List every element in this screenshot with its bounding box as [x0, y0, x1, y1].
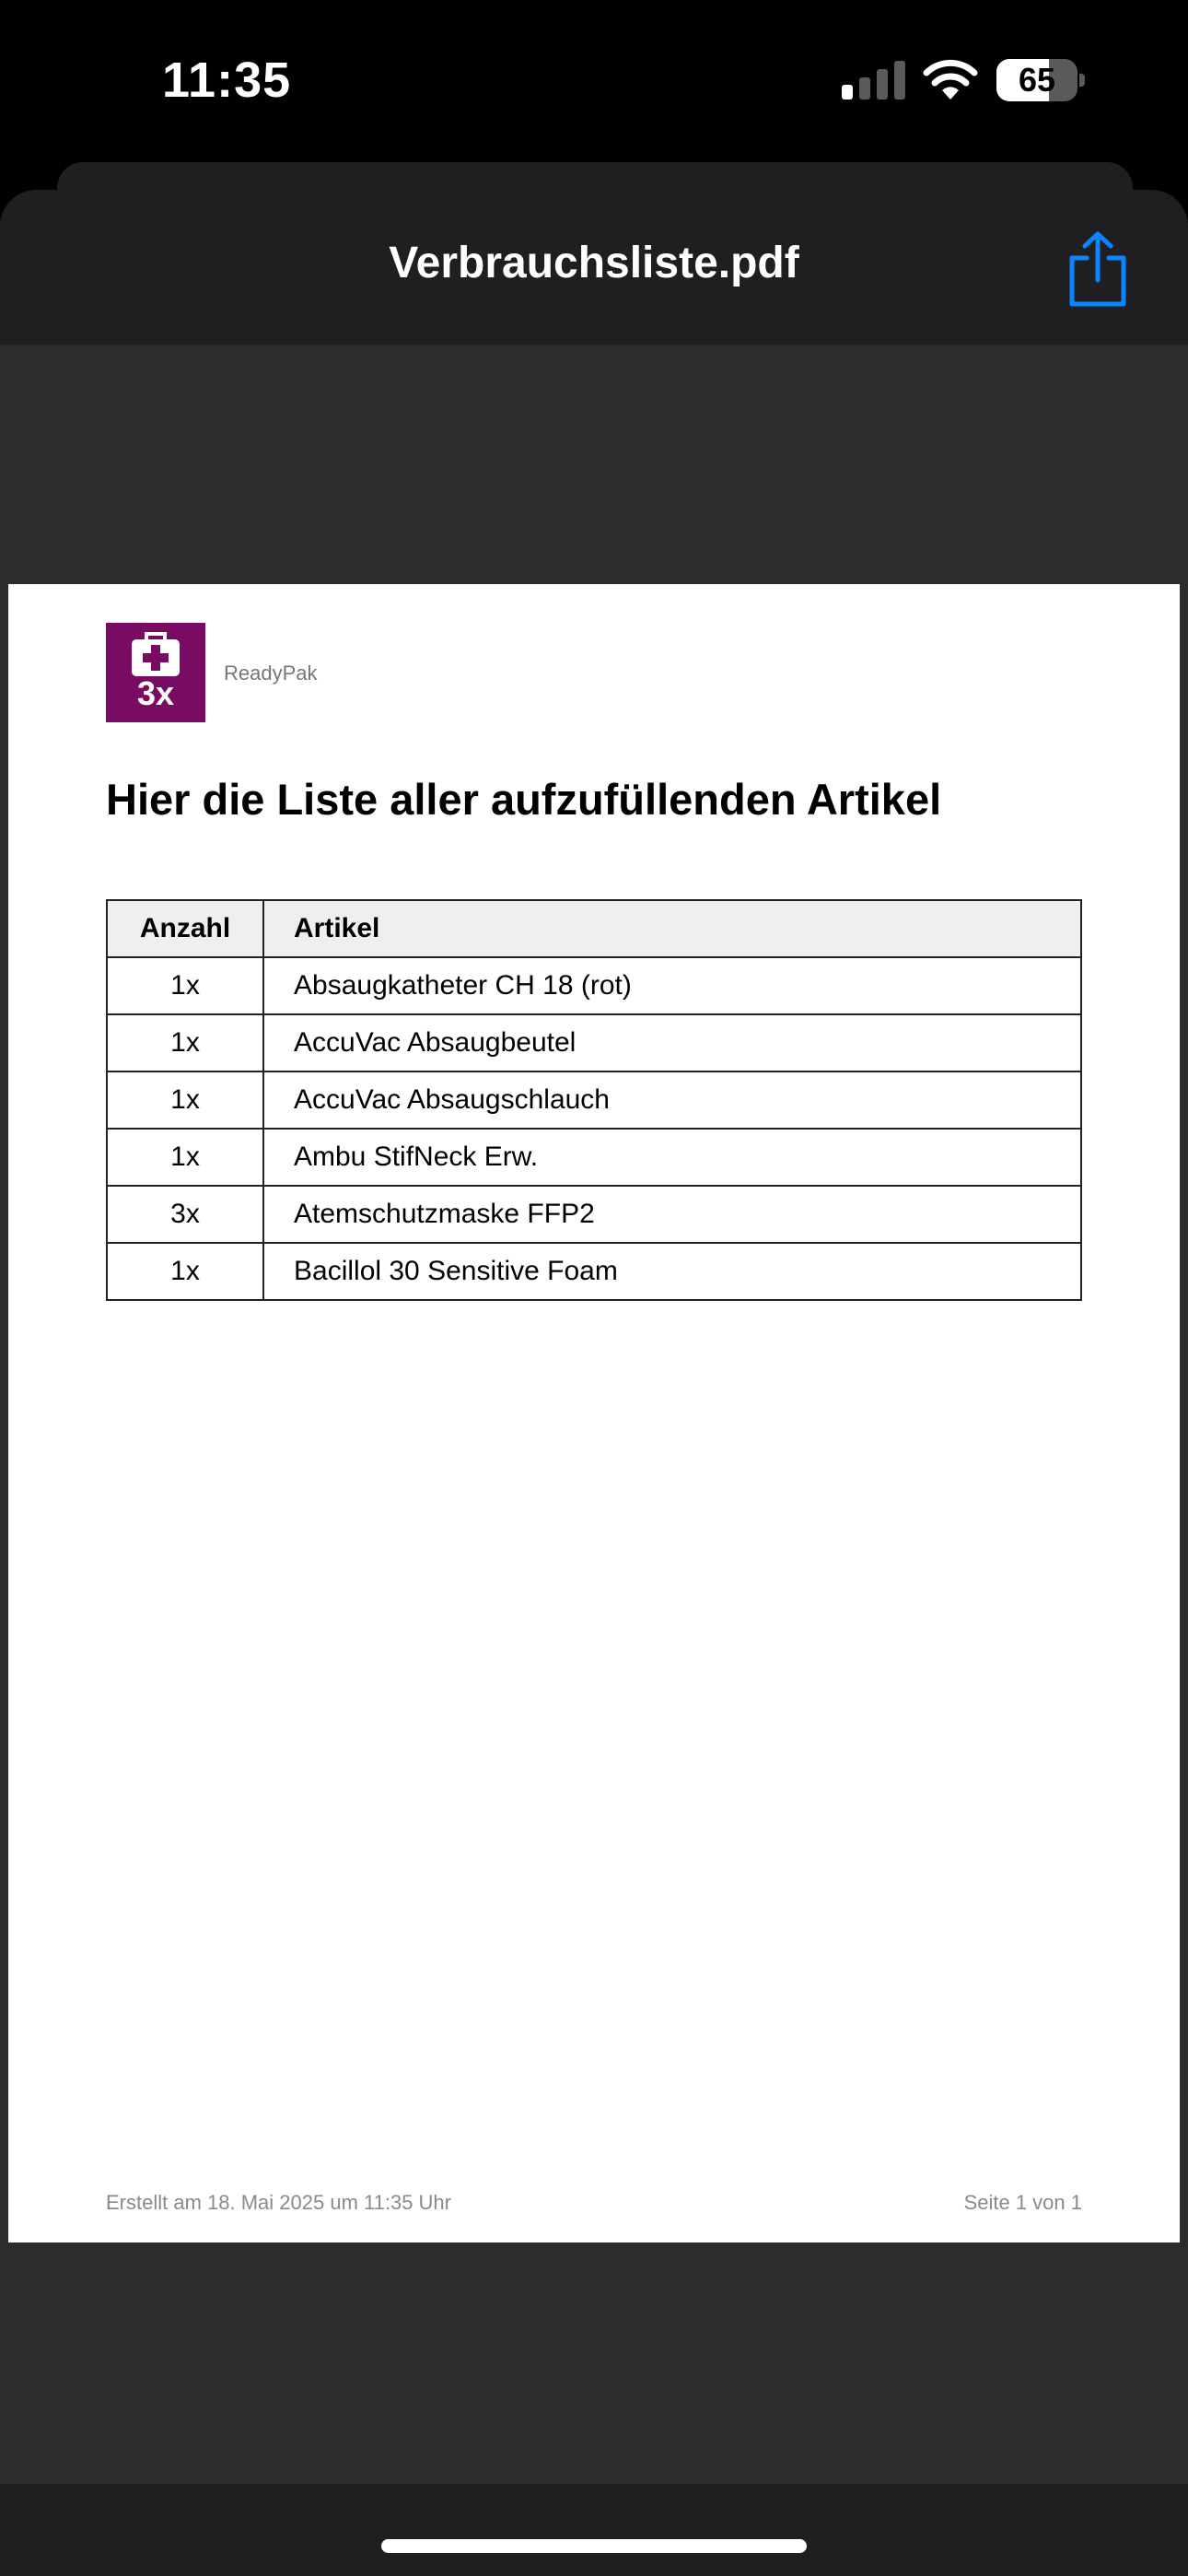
- created-timestamp: Erstellt am 18. Mai 2025 um 11:35 Uhr: [106, 2191, 451, 2214]
- document-heading: Hier die Liste aller aufzufüllenden Artikel: [106, 775, 942, 824]
- row-item: Ambu StifNeck Erw.: [263, 1129, 1081, 1186]
- page-number: Seite 1 von 1: [963, 2191, 1082, 2214]
- row-quantity: 1x: [107, 1129, 263, 1186]
- row-quantity: 1x: [107, 1071, 263, 1129]
- row-item: AccuVac Absaugschlauch: [263, 1071, 1081, 1129]
- wifi-icon: [923, 57, 978, 101]
- document-title: Verbrauchsliste.pdf: [389, 239, 799, 287]
- battery-indicator: [996, 59, 1085, 101]
- table-row: [107, 1186, 1081, 1243]
- column-header-anzahl: Anzahl: [107, 900, 263, 957]
- pdf-viewer-sheet: [0, 190, 1188, 2576]
- viewer-nav-bar: [0, 190, 1188, 345]
- status-time: 11:35: [162, 53, 292, 108]
- logo-text: 3x: [136, 674, 175, 712]
- items-table: [106, 899, 1082, 1301]
- row-item: Bacillol 30 Sensitive Foam: [263, 1243, 1081, 1300]
- table-row: [107, 957, 1081, 1014]
- row-item: AccuVac Absaugbeutel: [263, 1014, 1081, 1071]
- table-row: [107, 1243, 1081, 1300]
- table-row: [107, 1129, 1081, 1186]
- table-row: [107, 1014, 1081, 1071]
- row-quantity: 1x: [107, 1014, 263, 1071]
- table-header-row: [107, 900, 1081, 957]
- readypak-logo: [106, 623, 205, 722]
- column-header-artikel: Artikel: [263, 900, 1081, 957]
- brand-name: ReadyPak: [224, 662, 318, 685]
- share-icon[interactable]: [1065, 230, 1131, 308]
- cellular-signal-icon: [842, 61, 906, 100]
- row-item: Atemschutzmaske FFP2: [263, 1186, 1081, 1243]
- row-quantity: 3x: [107, 1186, 263, 1243]
- bottom-toolbar: [0, 2484, 1188, 2576]
- battery-level: 65: [1018, 61, 1056, 99]
- row-quantity: 1x: [107, 1243, 263, 1300]
- first-aid-kit-icon: [106, 626, 205, 682]
- pdf-page: [8, 584, 1180, 2242]
- status-bar: [0, 0, 1188, 161]
- home-indicator[interactable]: [381, 2539, 807, 2553]
- row-quantity: 1x: [107, 957, 263, 1014]
- row-item: Absaugkatheter CH 18 (rot): [263, 957, 1081, 1014]
- table-row: [107, 1071, 1081, 1129]
